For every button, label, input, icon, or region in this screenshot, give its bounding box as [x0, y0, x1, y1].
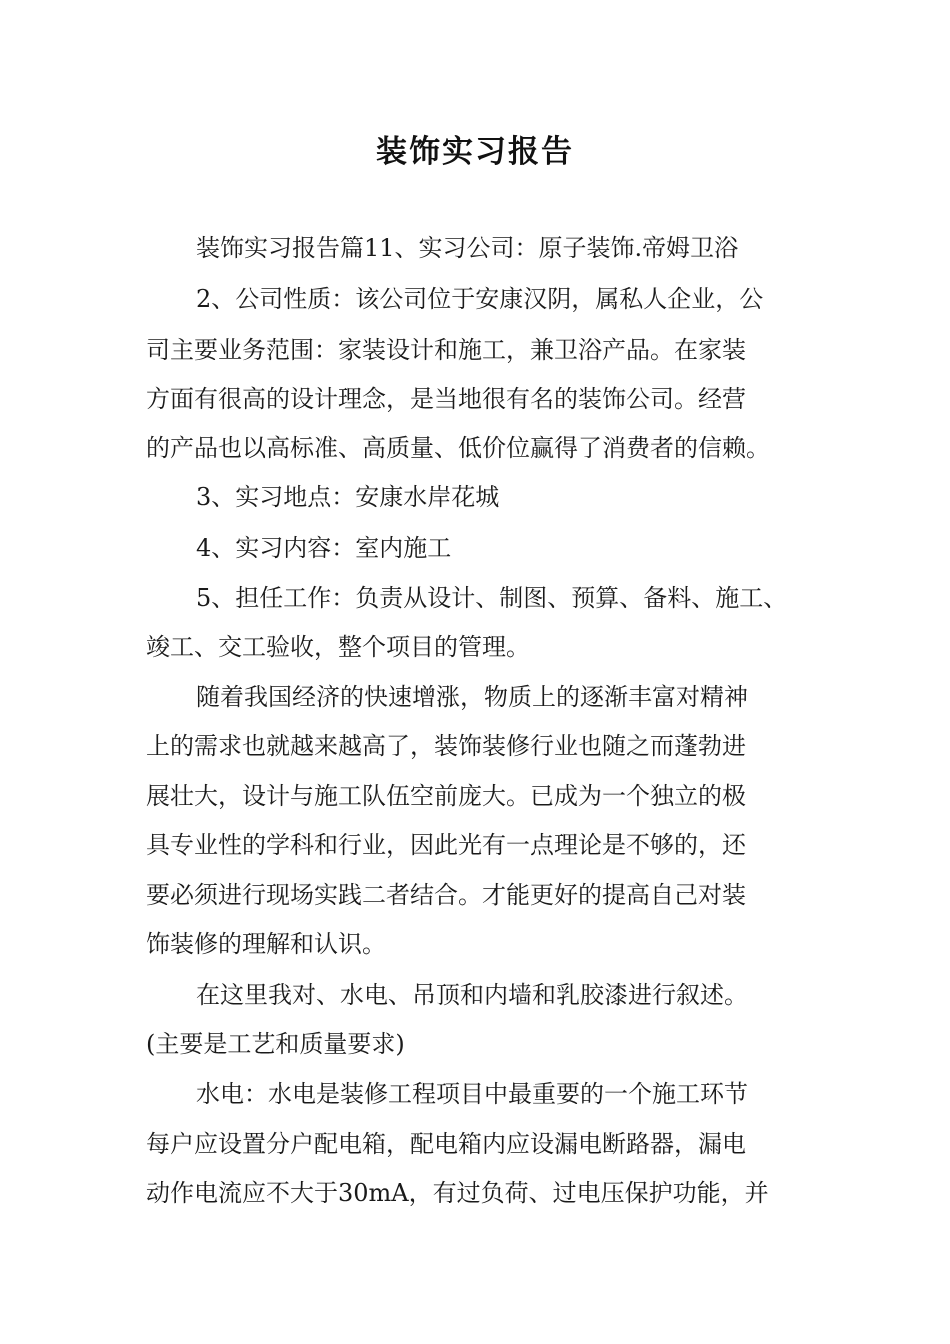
text-line: 4、实习内容：室内施工 [196, 534, 452, 562]
text-line: 动作电流应不大于30mA，有过负荷、过电压保护功能，并 [146, 1179, 769, 1207]
text-line: 展壮大，设计与施工队伍空前庞大。已成为一个独立的极 [146, 782, 746, 810]
text-line: 5、担任工作：负责从设计、制图、预算、备料、施工、 [196, 584, 788, 612]
text-line: (主要是工艺和质量要求) [146, 1030, 405, 1058]
text-line: 的产品也以高标准、高质量、低价位赢得了消费者的信赖。 [146, 434, 770, 462]
text-line: 饰装修的理解和认识。 [146, 930, 386, 958]
text-line: 上的需求也就越来越高了，装饰装修行业也随之而蓬勃进 [146, 732, 746, 760]
text-line: 司主要业务范围：家装设计和施工，兼卫浴产品。在家装 [146, 336, 746, 364]
text-line: 随着我国经济的快速增涨，物质上的逐渐丰富对精神 [196, 683, 748, 711]
text-line: 在这里我对、水电、吊顶和内墙和乳胶漆进行叙述。 [196, 981, 748, 1009]
text-line: 装饰实习报告篇11、实习公司：原子装饰.帝姆卫浴 [196, 234, 739, 262]
text-line: 具专业性的学科和行业，因此光有一点理论是不够的，还 [146, 831, 746, 859]
text-line: 2、公司性质：该公司位于安康汉阴，属私人企业，公 [196, 285, 764, 313]
text-line: 竣工、交工验收，整个项目的管理。 [146, 633, 530, 661]
text-line: 每户应设置分户配电箱，配电箱内应设漏电断路器，漏电 [146, 1130, 746, 1158]
text-line: 方面有很高的设计理念，是当地很有名的装饰公司。经营 [146, 385, 746, 413]
text-line: 要必须进行现场实践二者结合。才能更好的提高自己对装 [146, 881, 746, 909]
text-line: 水电：水电是装修工程项目中最重要的一个施工环节 [196, 1080, 748, 1108]
page-title: 装饰实习报告 [376, 134, 574, 170]
text-line: 3、实习地点：安康水岸花城 [196, 483, 500, 511]
